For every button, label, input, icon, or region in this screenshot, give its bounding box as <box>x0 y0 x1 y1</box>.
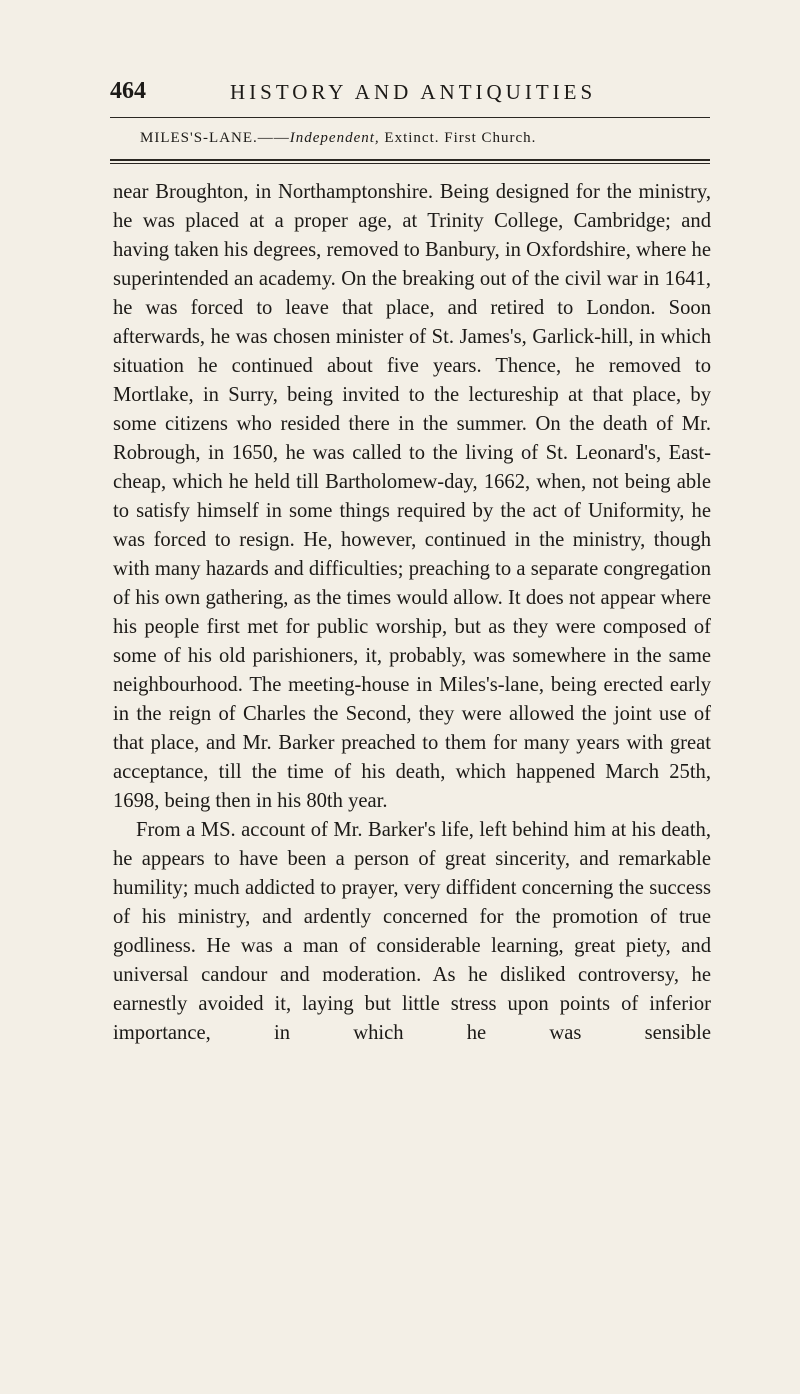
running-head: HISTORY AND ANTIQUITIES <box>230 80 597 104</box>
section-subheading <box>140 130 536 147</box>
subheading-rule-thin <box>110 163 710 164</box>
subheading-dash: —— <box>257 130 290 146</box>
header-rule <box>110 117 710 118</box>
subheading-denomination: Independent, <box>289 130 380 146</box>
subheading-place: MILES'S-LANE. <box>140 130 258 146</box>
page-number: 464 <box>110 78 146 104</box>
body-paragraph-1: near Broughton, in Northamptonshire. Being designed for the ministry, he was placed at a proper age, at Trinity College, Cambridge; and having taken his degrees, removed to Banbury, in Oxfordshire, where he superintended an academy. On the breaking out of the civil war in 1641, he was forced to leave that place, and retired to London. Soon afterwards, he was chosen minister of St. James's, Garlick-hill, in which situation he continued about five years. Thence, he removed to Mortlake, in Surry, being invited to the lectureship at that place, by some citizens who resided there in the summer. On the death of Mr. Robrough, in 1650, he was called to the living of St. Leonard's, East-cheap, which he held till Bartholomew-day, 1662, when, not being able to satisfy himself in some things required by the act of Uniformity, he was forced to resign. He, however, continued in the ministry, though with many hazards and difficulties; preaching to a separate congregation of his own gathering, as the times would allow. It does not appear where his people first met for public worship, but as they were composed of some of his old parishioners, it, probably, was somewhere in the same neighbourhood. The meeting-house in Miles's-lane, being erected early in the reign of Charles the Second, they were allowed the joint use of that place, and Mr. Barker preached to them for many years with great acceptance, till the time of his death, which happened March 25th, 1698, being then in his 80th year. <box>113 181 711 812</box>
subheading-minister: First Church. <box>444 130 537 146</box>
body-paragraph-2: From a MS. account of Mr. Barker's life, left behind him at his death, he appears to have been a person of great sincerity, and remarkable humility; much addicted to prayer, very diffident concerning the success of his ministry, and ardently concerned for the promotion of true godliness. He was a man of considerable learning, great piety, and universal candour and moderation. As he disliked controversy, he earnestly avoided it, laying but little stress upon points of inferior importance, in which he was sensible <box>113 819 711 1044</box>
subheading-rule-thick <box>110 159 710 161</box>
body-text <box>113 178 711 1048</box>
subheading-status: Extinct. <box>384 130 440 146</box>
